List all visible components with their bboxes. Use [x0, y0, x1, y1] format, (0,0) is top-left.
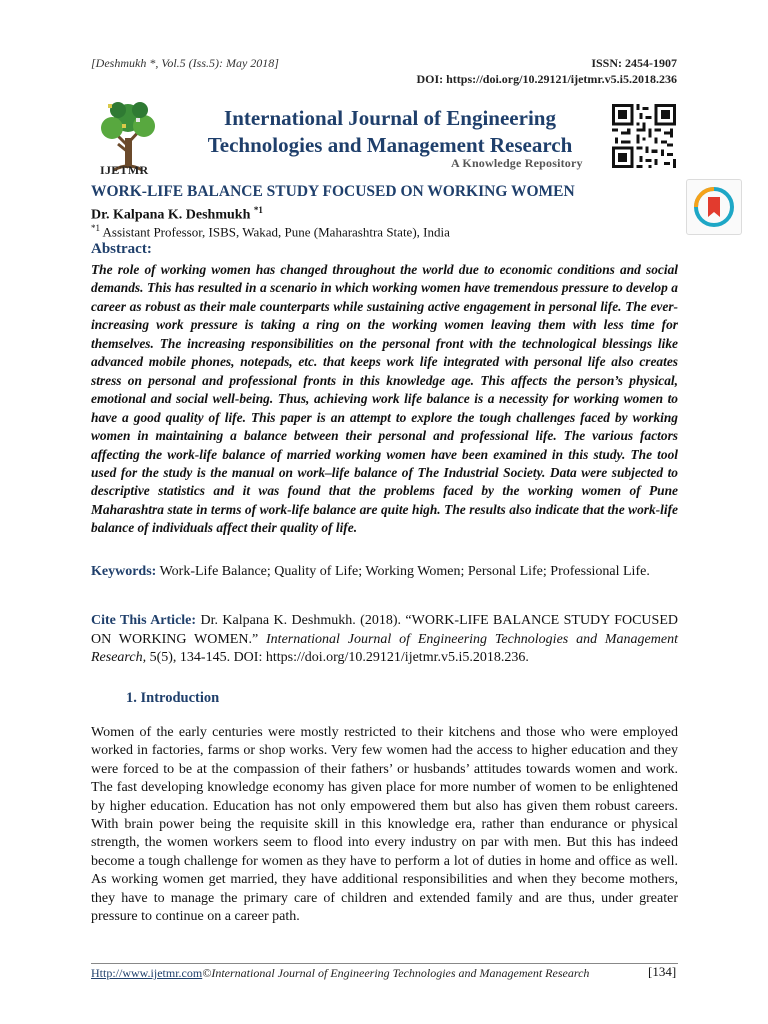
journal-title: [180, 105, 600, 159]
introduction-paragraph: Women of the early centuries were mostly restricted to their kitchens and those who were employed worked in factories, farms or shop works. Very few women had the access to higher education and they were forced to be at the compassion of their fathers’ or husbands’ attitudes towards women and work. The fast developing knowledge economy has given place for more number of women to be enlightened by higher education. Education has not only empowered them but also has given them robust careers. With brain power being the requisite skill in this knowledge era, rather than endurance or physical strength, the women workers seem to flood into every industry on par with men. But this has indeed become a tough challenge for women as they have to perform a lot of duties in home and office as well. As working women get married, they have additional responsibilities and when they become mothers, they have to manage the primary care of children and extended family and are thus, under greater pressure to continue on a career path.: [91, 725, 678, 925]
keywords-block: [91, 563, 678, 581]
cite-doi[interactable]: 5(5), 134-145. DOI: https://doi.org/10.29121/ijetmr.v5.i5.2018.236.: [146, 650, 529, 665]
qr-code-icon: [612, 103, 676, 169]
journal-title-line1: International Journal of Engineering: [224, 106, 556, 130]
open-access-badge[interactable]: [686, 179, 742, 235]
footer-url-link[interactable]: Http://www.ijetmr.com: [91, 966, 203, 980]
doi-text: DOI: https://doi.org/10.29121/ijetmr.v5.i5.2018.236: [416, 72, 677, 86]
footer-journal-text: ©International Journal of Engineering Technologies and Management Research: [202, 966, 590, 980]
author-superscript: *1: [253, 205, 263, 215]
keywords-label: Keywords:: [91, 564, 157, 579]
paper-title: WORK-LIFE BALANCE STUDY FOCUSED ON WORKING WOMEN: [91, 183, 575, 200]
cite-plain: Dr. Kalpana K. Deshmukh. (2018). “WORK-LIFE BALANCE STUDY FOCUSED ON WORKING WOMEN.”: [91, 613, 678, 647]
author-name: [91, 205, 263, 224]
affiliation-superscript: *1: [91, 223, 100, 233]
affiliation-text: Assistant Professor, ISBS, Wakad, Pune (Maharashtra State), India: [100, 224, 450, 240]
cite-label: Cite This Article:: [91, 613, 197, 628]
citation-block: [91, 612, 678, 668]
running-header-left: [Deshmukh *, Vol.5 (Iss.5): May 2018]: [91, 56, 279, 70]
keywords-text: Work-Life Balance; Quality of Life; Working Women; Personal Life; Professional Life.: [156, 564, 650, 579]
abstract-heading: Abstract:: [91, 241, 152, 257]
bookmark-badge-icon: [687, 180, 741, 234]
author-affiliation: [91, 223, 450, 240]
journal-tagline: A Knowledge Repository: [451, 156, 583, 170]
abstract-text: The role of working women has changed throughout the world due to economic conditions and social demands. This has resulted in a scenario in which working women have tremendous pressure to develop a career as robust as their male counterparts while sustaining active engagement in personal life. The ever-increasing work pressure is taking a ring on the working women leaving them with less time for themselves. The increasing responsibilities on the personal front with the technological blessings like advanced mobile phones, notepads, etc. that keeps work life integrated with personal life also creates stress on personal and professional fronts in this knowledge age. This affects the person’s physical, emotional and social well-being. Thus, achieving work life balance is a necessity for working women to have a good quality of life. This paper is an attempt to explore the tough challenges faced by working women in maintaining a balance between their personal and professional life. The various factors affecting the work-life balance of married working women have been examined in this study. The tool used for the study is the manual on work–life balance of The Industrial Society. Data were subjected to descriptive statistics and it was found that the problems faced by the working women of Pune Maharashtra state in terms of work-life balance are quite high. The results also indicate that the work-life balance of individuals affect their quality of life.: [91, 262, 678, 536]
running-header-right: [416, 55, 677, 87]
section-heading-introduction: 1. Introduction: [126, 690, 220, 706]
journal-title-line2: Technologies and Management Research: [207, 133, 573, 157]
page-footer: [91, 966, 589, 981]
cite-journal: International Journal of Engineering Technologies and Management Research,: [91, 631, 678, 665]
author-name-text: Dr. Kalpana K. Deshmukh: [91, 207, 254, 223]
issn-text: ISSN: 2454-1907: [591, 56, 677, 70]
footer-divider: [91, 963, 678, 964]
logo-wordmark: IJETMR: [100, 163, 149, 177]
page-number: [134]: [648, 964, 677, 979]
